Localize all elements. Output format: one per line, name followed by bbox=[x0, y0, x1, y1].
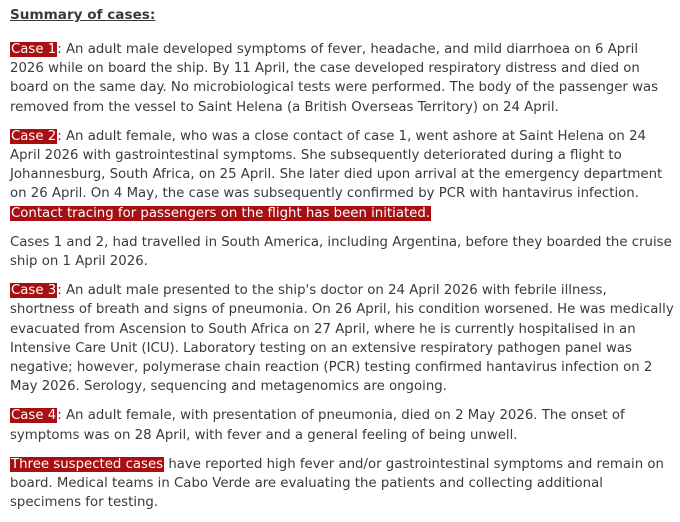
case-2-label: Case 2 bbox=[11, 128, 57, 144]
case-summary-document bbox=[10, 5, 674, 522]
case-3-text: : An adult male presented to the ship's doctor on 24 April 2026 with febrile illness, shortness of breath and signs of pneumonia. On 26 April, his condition worsened. He was medically evacuated from Ascension to South Africa on 27 April, where he is currently hospitalised in an Intensive Care Unit (ICU). Laboratory testing on an extensive respiratory pathogen panel was negative; however, polymerase chain reaction (PCR) testing confirmed hantavirus infection on 2 May 2026. Serology, sequencing and metagenomics are ongoing. bbox=[10, 283, 674, 395]
travel-note-paragraph: Cases 1 and 2, had travelled in South America, including Argentina, before they boarded the cruise ship on 1 April 2026. bbox=[10, 234, 672, 270]
suspected-cases-paragraph bbox=[10, 455, 674, 513]
suspected-cases-label: Three suspected cases bbox=[11, 456, 164, 472]
case-4-text: : An adult female, with presentation of pneumonia, died on 2 May 2026. The onset of symptoms was on 28 April, with fever and a general feeling of being unwell. bbox=[10, 408, 625, 443]
case-3-label: Case 3 bbox=[11, 283, 57, 299]
case-4-paragraph bbox=[10, 406, 674, 444]
case-4-label: Case 4 bbox=[11, 408, 57, 424]
case-3-paragraph bbox=[10, 281, 674, 396]
case-1-label: Case 1 bbox=[11, 42, 57, 57]
case-2-text: : An adult female, who was a close contact of case 1, went ashore at Saint Helena on 24 April 2026 with gastrointestinal symptoms. She subsequently deteriorated during a flight to Johannesburg, South Africa, on 25 April. She later died upon arrival at the emergency department on 26 April. On 4 May, the case was subsequently confirmed by PCR with hantavirus infection. bbox=[10, 128, 663, 202]
case-1-paragraph bbox=[10, 40, 674, 117]
suspected-cases-text: have reported high fever and/or gastrointestinal symptoms and remain on board. Medical teams in Cabo Verde are evaluating the patients and collecting additional specimens for testing. bbox=[10, 456, 664, 511]
contact-tracing-highlight: Contact tracing for passengers on the flight has been initiated. bbox=[11, 205, 431, 221]
case-1-text: : An adult male developed symptoms of fever, headache, and mild diarrhoea on 6 April 2026 while on board the ship. By 11 April, the case developed respiratory distress and died on board on the same day. No microbiological tests were performed. The body of the passenger was removed from the vessel to Saint Helena (a British Overseas Territory) on 24 April. bbox=[10, 42, 659, 115]
summary-heading: Summary of cases: bbox=[10, 7, 156, 23]
case-2-paragraph bbox=[10, 127, 674, 223]
